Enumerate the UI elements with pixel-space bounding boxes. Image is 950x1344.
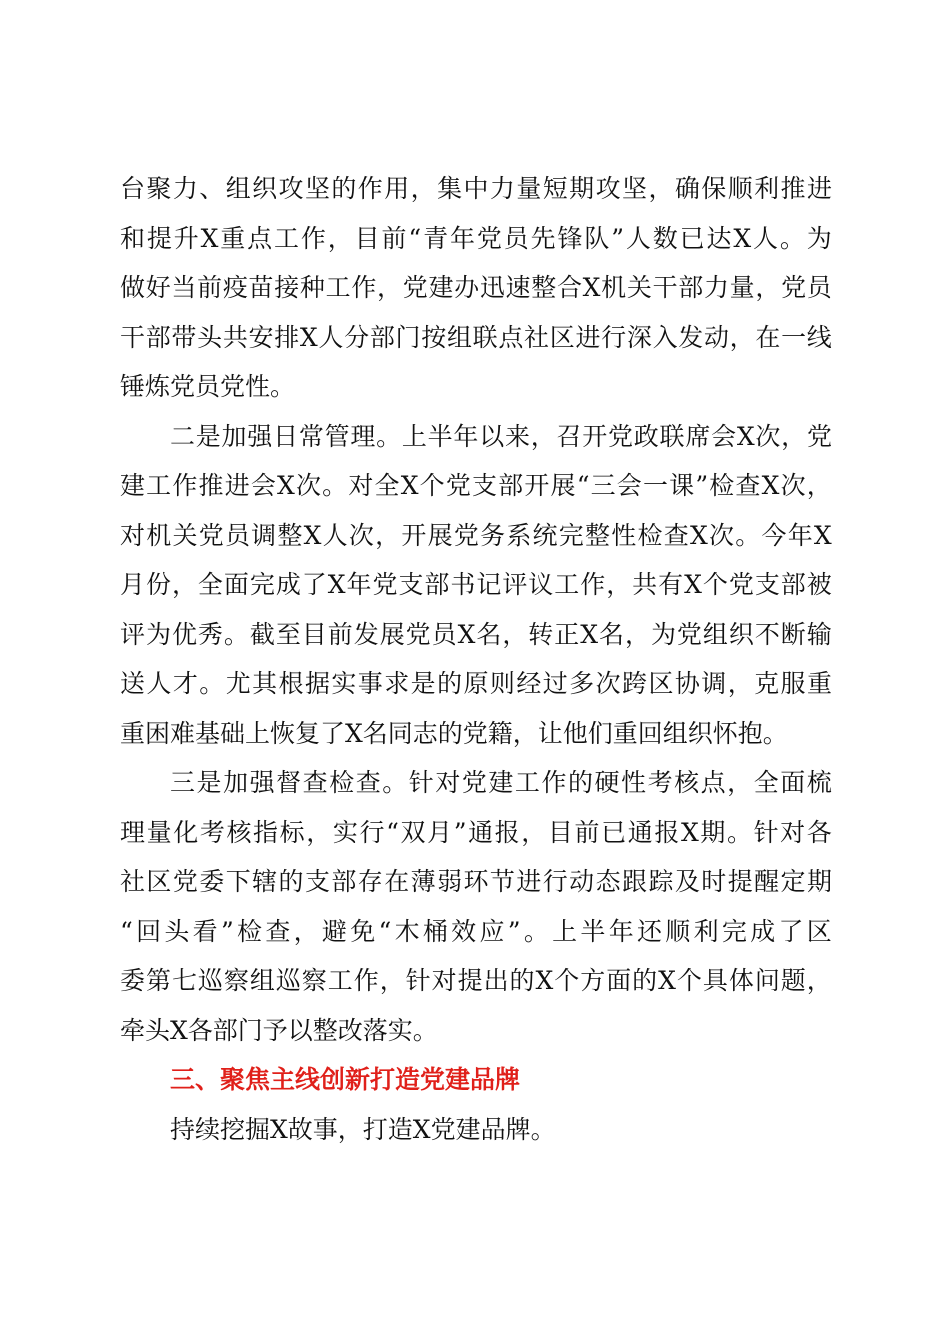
text-line: 做 好 当 前 疫 苗 接 种 工 作 ， 党 建 办 迅 速 整 合 X 机 关 干 部 力 量 ， 党 员 <box>120 273 832 302</box>
text-line: 锤炼党员党性。 <box>120 372 296 401</box>
text-line: 委 第 七 巡 察 组 巡 察 工 作 ， 针 对 提 出 的 X 个 方 面 的 X 个 具 体 问 题 ， <box>120 966 832 995</box>
text-line: 二 是 加 强 日 常 管 理 。 上 半 年 以 来 ， 召 开 党 政 联 席 会 X 次 ， 党 <box>170 421 832 451</box>
text-line: 台 聚 力 、 组 织 攻 坚 的 作 用 ， 集 中 力 量 短 期 攻 坚 ， 确 保 顺 利 推 进 <box>120 174 832 203</box>
text-line: 建 工 作 推 进 会 X 次 。 对 全 X 个 党 支 部 开 展 “ 三 会 一 课 ” 检 查 X 次 ， <box>120 471 832 500</box>
text-line: 社 区 党 委 下 辖 的 支 部 存 在 薄 弱 环 节 进 行 动 态 跟 踪 及 时 提 醒 定 期 <box>120 867 832 896</box>
text-line: 评 为 优 秀 。 截 至 目 前 发 展 党 员 X 名 ， 转 正 X 名 ， 为 党 组 织 不 断 输 <box>120 619 832 649</box>
text-line: “ 回 头 看 ” 检 查 ， 避 免 “ 木 桶 效 应 ” 。 上 半 年 还 顺 利 完 成 了 区 <box>120 916 832 946</box>
text-line: 重困难基础上恢复了X名同志的党籍，让他们重回组织怀抱。 <box>120 718 788 748</box>
text-line: 干 部 带 头 共 安 排 X 人 分 部 门 按 组 联 点 社 区 进 行 深 入 发 动 ， 在 一 线 <box>120 322 832 352</box>
paragraph-supervision <box>120 758 832 1055</box>
paragraph-daily-management <box>120 412 832 759</box>
text-line: 送 人 才 。 尤 其 根 据 实 事 求 是 的 原 则 经 过 多 次 跨 区 协 调 ， 克 服 重 <box>120 669 832 698</box>
text-line: 三 是 加 强 督 查 检 查 。 针 对 党 建 工 作 的 硬 性 考 核 点 ， 全 面 梳 <box>170 768 832 797</box>
closing-line: 持续挖掘X故事，打造X党建品牌。 <box>170 1114 556 1144</box>
section-heading: 三、聚焦主线创新打造党建品牌 <box>170 1065 521 1094</box>
text-line: 牵头X各部门予以整改落实。 <box>120 1015 438 1045</box>
paragraph-continuation <box>120 164 832 412</box>
text-line: 理 量 化 考 核 指 标 ， 实 行 “ 双 月 ” 通 报 ， 目 前 已 通 报 X 期 。 针 对 各 <box>120 817 832 847</box>
text-line: 和 提 升 X 重 点 工 作 ， 目 前 “ 青 年 党 员 先 锋 队 ” 人 数 已 达 X 人 。 为 <box>120 223 832 253</box>
text-line: 月 份 ， 全 面 完 成 了 X 年 党 支 部 书 记 评 议 工 作 ， 共 有 X 个 党 支 部 被 <box>120 570 832 599</box>
text-line: 对 机 关 党 员 调 整 X 人 次 ， 开 展 党 务 系 统 完 整 性 检 查 X 次 。 今 年 X <box>120 520 832 550</box>
document-body <box>120 164 832 1154</box>
